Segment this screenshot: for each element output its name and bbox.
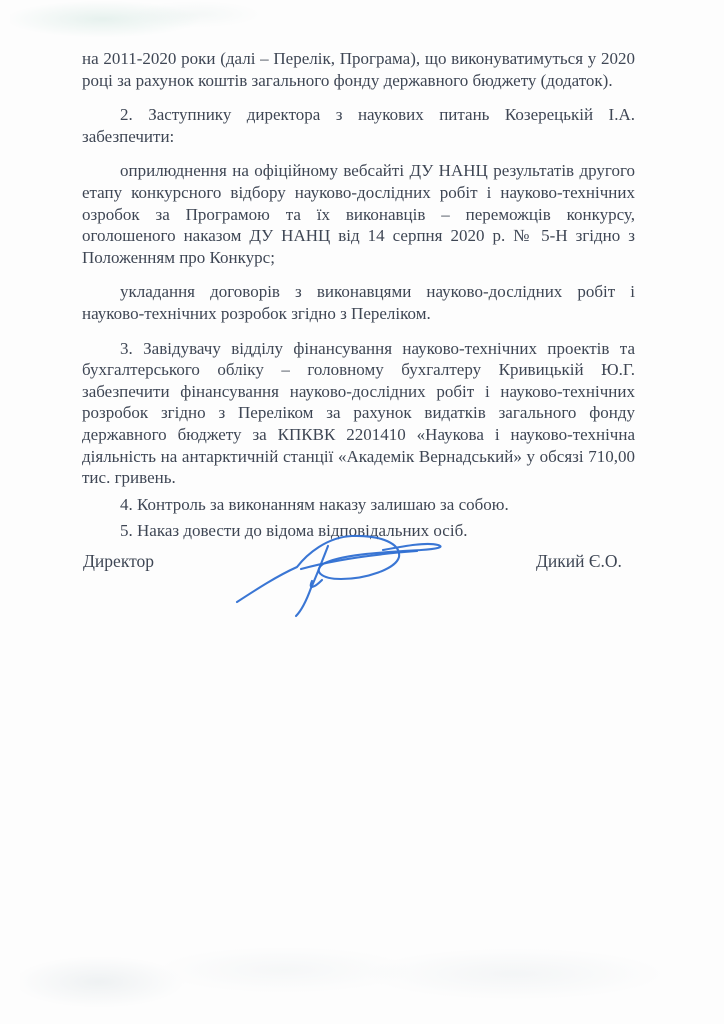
signer-name-label: Дикий Є.О. <box>536 551 622 571</box>
scan-smudge-artifact <box>10 0 320 48</box>
document-body <box>82 48 635 547</box>
scan-showthrough-artifact <box>20 938 680 1018</box>
paragraph: 3. Завідувачу відділу фінансування науково-технічних проектів та бухгалтерського обліку – головному бухгалтеру Кривицькій Ю.Г. забезпечити фінансування науково-дослідних робіт і науково-технічних розробок згідно з Переліком за рахунок видатків загального фонду державного бюджету за КПКВК 2201410 «Наукова і науково-технічна діяльність на антарктичній станції «Академік Вернадський» у обсязі 710,00 тис. гривень. <box>82 338 635 488</box>
paragraph: 4. Контроль за виконанням наказу залишаю за собою. <box>120 494 509 514</box>
paragraph: 5. Наказ довести до відома відповідальних осіб. <box>120 521 468 541</box>
signer-role-label: Директор <box>83 551 155 571</box>
paragraph: на 2011-2020 роки (далі – Перелік, Програма), що виконуватимуться у 2020 році за рахунок коштів загального фонду державного бюджету (додаток). <box>82 49 635 90</box>
signature-ink <box>215 516 465 624</box>
paragraph: оприлюднення на офіційному вебсайті ДУ НАНЦ результатів другого етапу конкурсного відбору науково-дослідних робіт і науково-технічних озробок за Програмою та їх виконавців – переможців конкурсу, оголошеного наказом ДУ НАНЦ від 14 серпня 2020 р. № 5-Н згідно з Положенням про Конкурс; <box>82 161 635 267</box>
paragraph: укладання договорів з виконавцями науково-дослідних робіт і науково-технічних розробок згідно з Переліком. <box>82 282 635 323</box>
paragraph: 2. Заступнику директора з наукових питань Козерецькій І.А. забезпечити: <box>82 105 635 146</box>
